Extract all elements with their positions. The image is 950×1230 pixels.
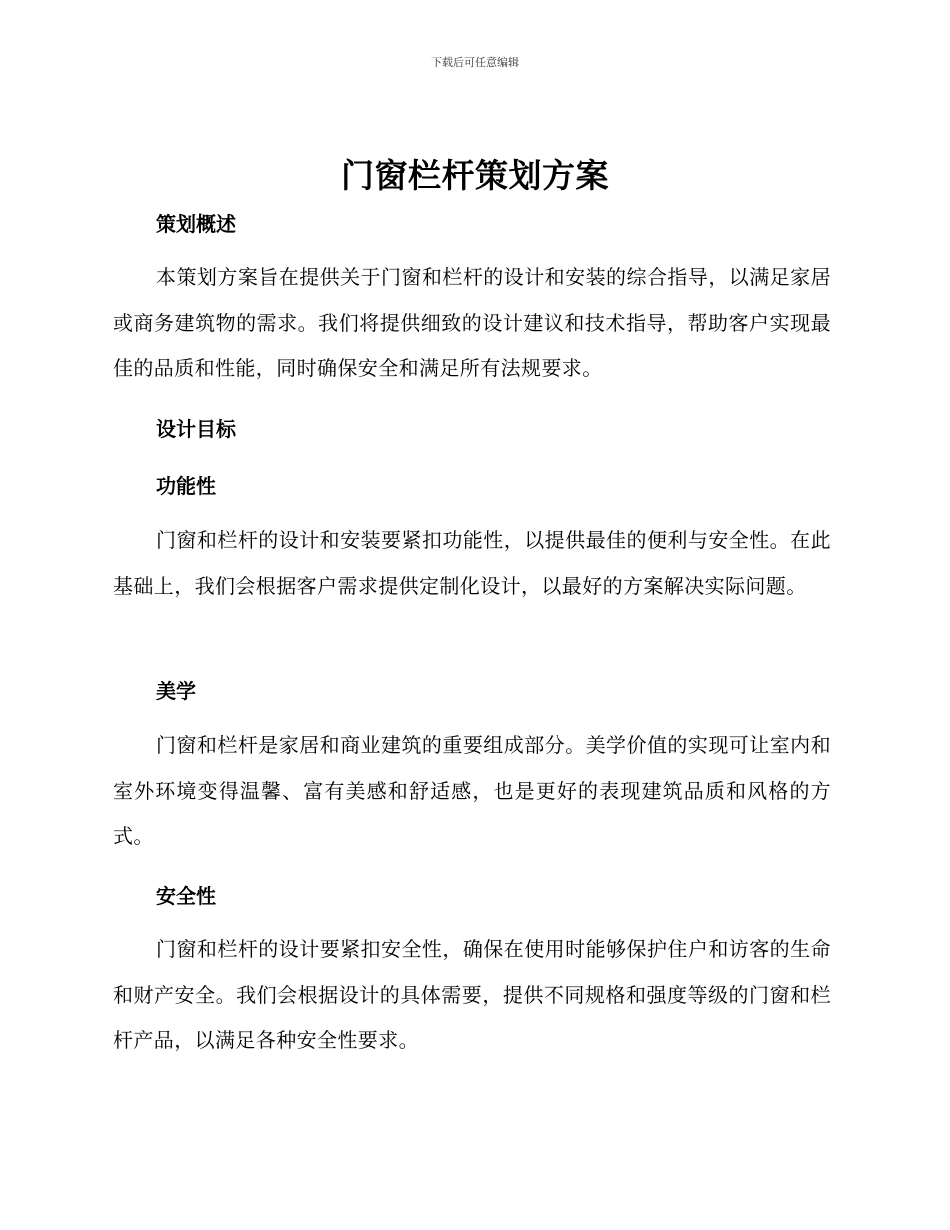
section-body-aesthetics: 门窗和栏杆是家居和商业建筑的重要组成部分。美学价值的实现可让室内和室外环境变得温馨、富有美感和舒适感，也是更好的表现建筑品质和风格的方式。	[113, 733, 831, 848]
section-body-functionality: 门窗和栏杆的设计和安装要紧扣功能性，以提供最佳的便利与安全性。在此基础上，我们会根据客户需求提供定制化设计，以最好的方案解决实际问题。	[113, 528, 831, 598]
section-heading-aesthetics: 美学	[156, 679, 196, 703]
section-heading-safety: 安全性	[156, 884, 216, 908]
section-heading-functionality: 功能性	[156, 474, 216, 498]
document-title: 门窗栏杆策划方案	[341, 156, 609, 195]
header-note: 下载后可任意编辑	[431, 56, 519, 69]
section-body-safety: 门窗和栏杆的设计要紧扣安全性，确保在使用时能够保护住户和访客的生命和财产安全。我们会根据设计的具体需要，提供不同规格和强度等级的门窗和栏杆产品，以满足各种安全性要求。	[113, 937, 831, 1052]
section-heading-goals: 设计目标	[156, 417, 236, 441]
section-body-overview: 本策划方案旨在提供关于门窗和栏杆的设计和安装的综合指导，以满足家居或商务建筑物的需求。我们将提供细致的设计建议和技术指导，帮助客户实现最佳的品质和性能，同时确保安全和满足所有法规要求。	[113, 265, 831, 380]
section-heading-overview: 策划概述	[156, 212, 236, 236]
